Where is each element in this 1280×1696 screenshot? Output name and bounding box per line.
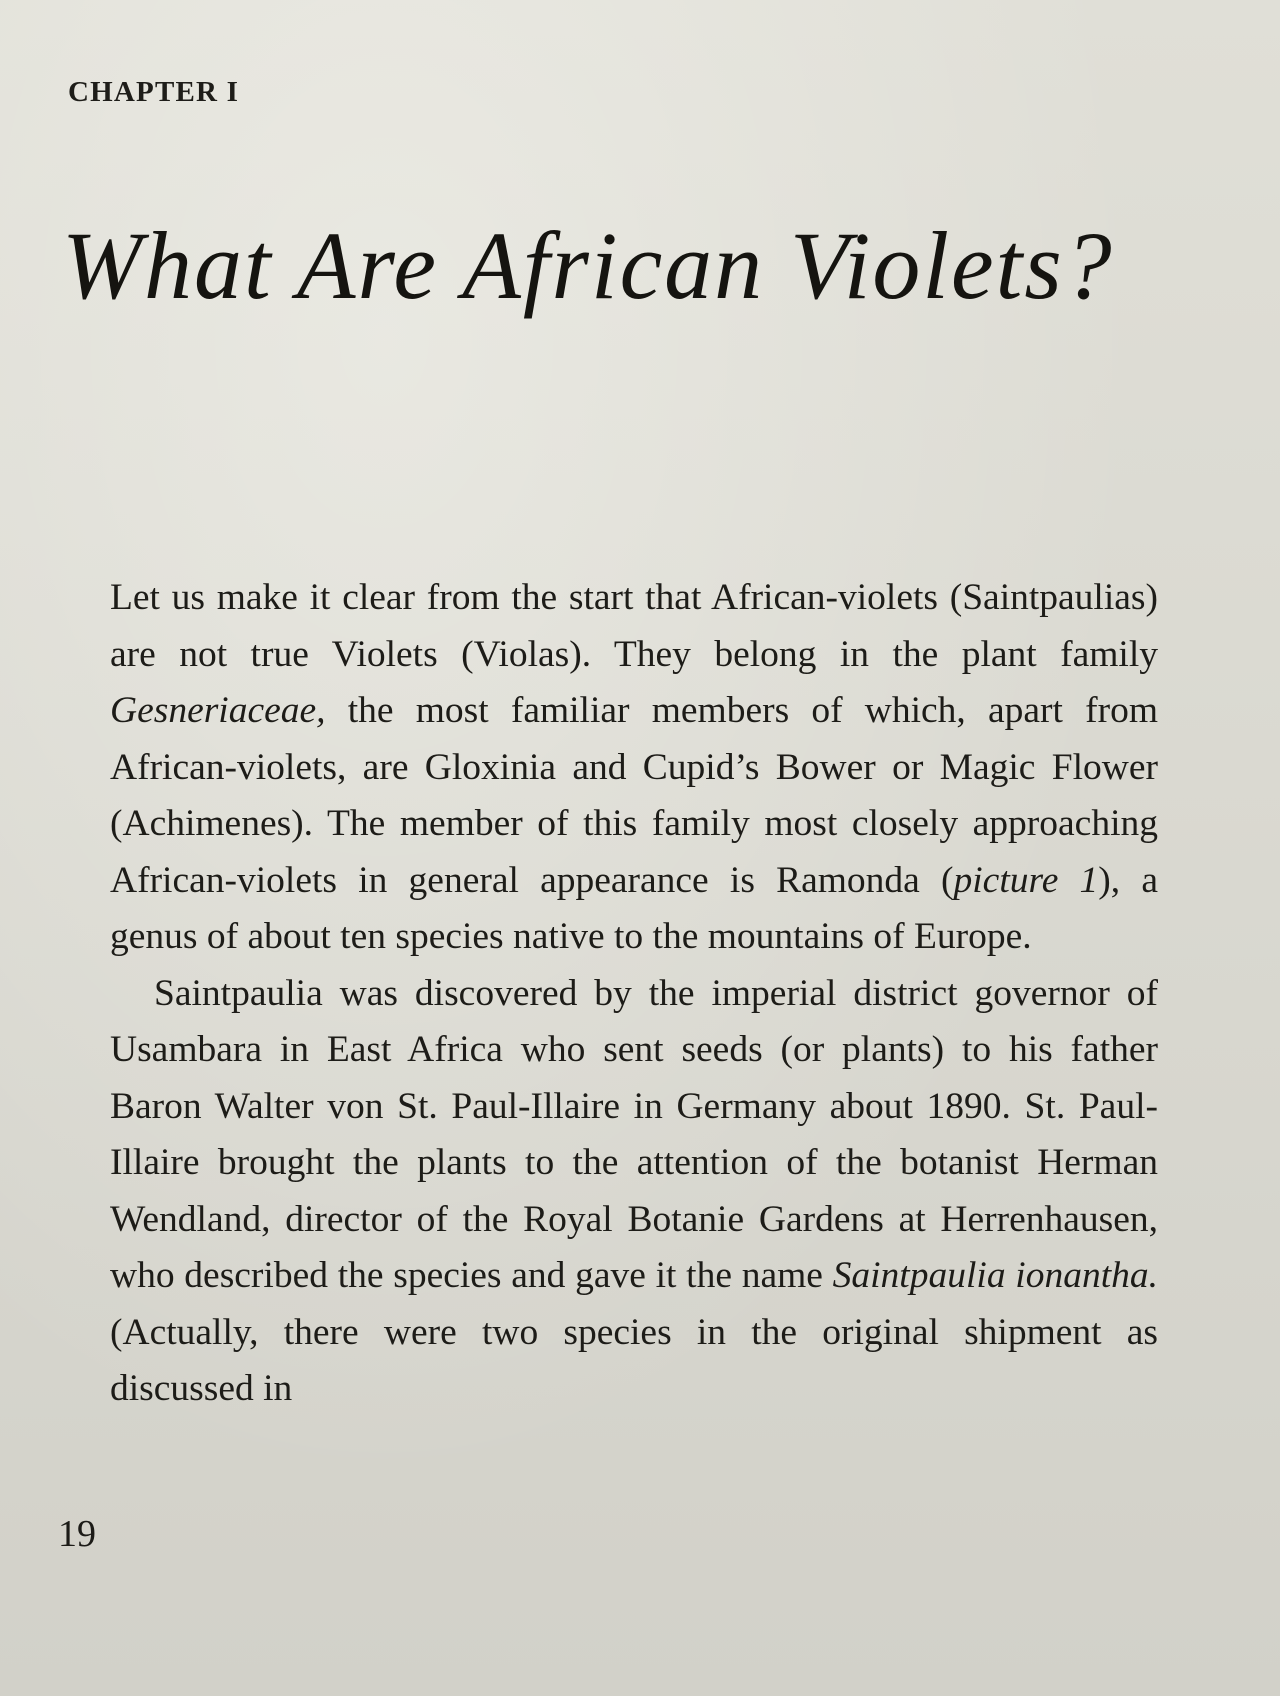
paragraph: [110, 570, 1158, 966]
text-run: ), a genus of about ten species native to the mountains of Europe.: [110, 859, 1159, 957]
text-run: (Actually, there were two species in the original shipment as discussed in: [110, 1311, 1158, 1409]
text-run: the most familiar members of which, apart from African-violets, are Gloxinia and Cupid’s Bower or Magic Flower (Achimenes). The member of this family most closely approaching African-violets in general appearance is Ramonda (: [110, 690, 1158, 901]
chapter-label: CHAPTER I: [68, 76, 240, 108]
chapter-title: What Are African Violets?: [62, 212, 1114, 319]
italic-term: Gesneriaceae,: [110, 690, 326, 731]
figure-reference: picture 1: [953, 859, 1099, 901]
body-text: [110, 570, 1158, 1418]
text-run: Let us make it clear from the start that African-violets (Saintpaulias) are not true Violets (Violas). They belong in the plant family: [110, 577, 1158, 675]
italic-term: Saintpaulia ionantha.: [832, 1255, 1158, 1296]
text-run: Saintpaulia was discovered by the imperial district governor of Usambara in East Africa who sent seeds (or plants) to his father Baron Walter von St. Paul-Illaire in Germany about 1890. St. Paul-Illaire brought the plants to the attention of the botanist Herman Wendland, director of the Royal Botanie Gardens at Herrenhausen, who described the species and gave it the name: [110, 972, 1158, 1296]
page-number: 19: [58, 1513, 96, 1555]
paragraph: [110, 966, 1158, 1418]
